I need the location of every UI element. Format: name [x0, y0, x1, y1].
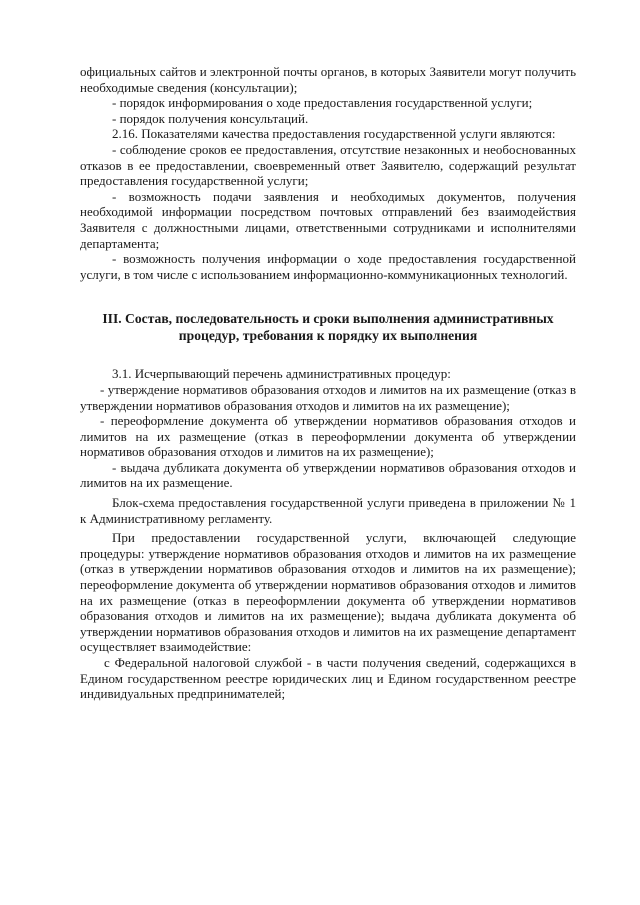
list-item-reissue: - переоформление документа об утверждении нормативов образования отходов и лимитов на их размещение (отказ в переоформлении документа об утверждении нормативов образования отходов и лимитов на их размещение);	[80, 413, 576, 460]
document-page	[80, 64, 576, 702]
list-item-duplicate: - выдача дубликата документа об утверждении нормативов образования отходов и лимитов на их размещение.	[80, 459, 576, 491]
section-title	[80, 310, 576, 344]
list-item-deadlines: - соблюдение сроков ее предоставления, отсутствие незаконных и необоснованных отказов в ее предоставлении, своевременный ответ Заявителю, содержащий результат предоставления государственной услуги;	[80, 141, 576, 189]
list-item-consultation-order: - порядок получения консультаций.	[112, 110, 309, 126]
paragraph-tax-service: с Федеральной налоговой службой - в части получения сведений, содержащихся в Едином государственном реестре юридических лиц и Едином государственном реестре индивидуальных предпринимателей;	[80, 655, 576, 702]
list-item-approval: - утверждение нормативов образования отходов и лимитов на их размещение (отказ в утверждении нормативов образования отходов и лимитов на их размещение);	[80, 381, 576, 413]
list-item-progress-info: - возможность получения информации о ходе предоставления государственной услуги, в том числе с использованием информационно-коммуникационных технологий.	[80, 251, 576, 282]
list-item-informing-order: - порядок информирования о ходе предоставления государственной услуги;	[112, 95, 533, 111]
paragraph-continuation: официальных сайтов и электронной почты органов, в которых Заявители могут получить необходимые сведения (консультации);	[80, 64, 576, 95]
list-item-postal-submission: - возможность подачи заявления и необходимых документов, получения необходимой информации посредством почтовых отправлений без взаимодействия Заявителя с должностными лицами, ответственными сотрудниками и исполнителями департамента;	[80, 188, 576, 251]
paragraph-flowchart: Блок-схема предоставления государственной услуги приведена в приложении № 1 к Административному регламенту.	[80, 495, 576, 526]
clause-2-16: 2.16. Показателями качества предоставления государственной услуги являются:	[112, 126, 556, 142]
section-title-line-2: процедур, требования к порядку их выполнения	[178, 328, 478, 344]
clause-3-1: 3.1. Исчерпывающий перечень административных процедур:	[112, 366, 451, 382]
paragraph-interaction: При предоставлении государственной услуги, включающей следующие процедуры: утверждение нормативов образования отходов и лимитов на их размещение (отказ в утверждении нормативов образования отходов и лимитов на их размещение); переоформление документа об утверждении нормативов образования отходов и лимитов на их размещение (отказ в переоформлении документа об утверждении нормативов образования отходов и лимитов на их размещение); выдача дубликата документа об утверждении нормативов образования отходов и лимитов на их размещение департамент осуществляет взаимодействие:	[80, 530, 576, 655]
section-title-line-1: III. Состав, последовательность и сроки выполнения административных	[102, 311, 554, 327]
